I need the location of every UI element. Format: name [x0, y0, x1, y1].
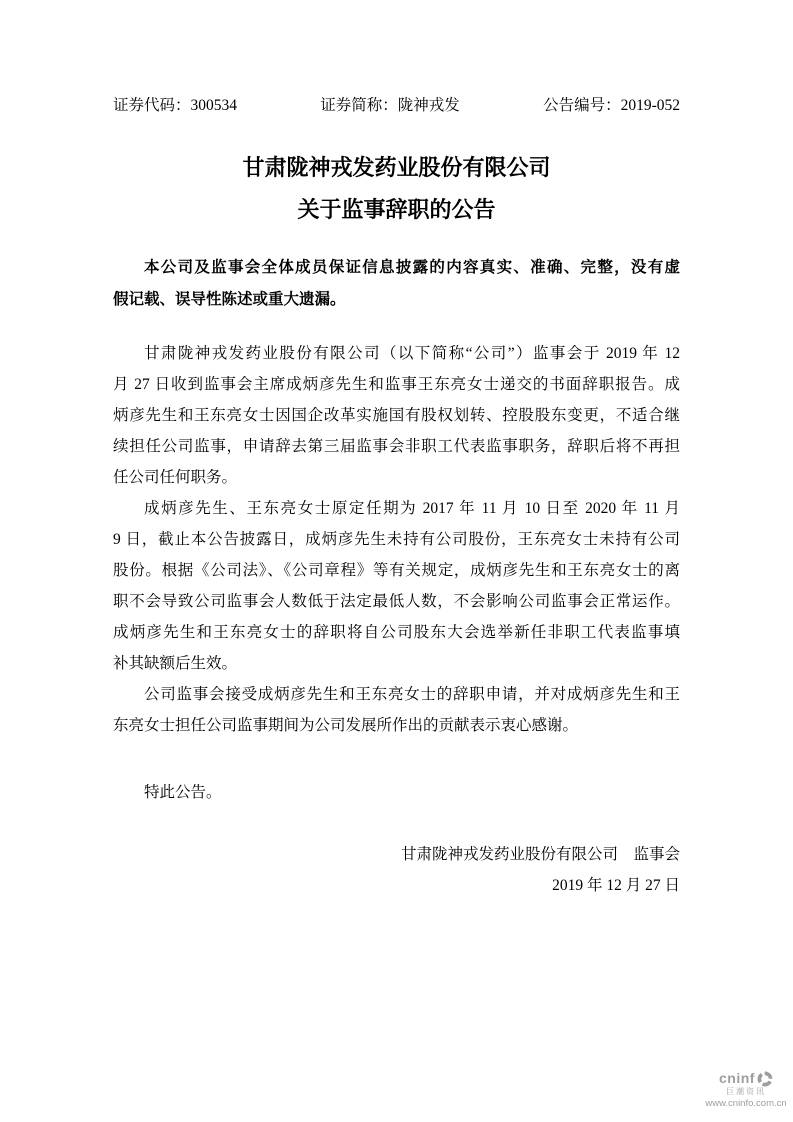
company-name-title: 甘肃陇神戎发药业股份有限公司 [242, 155, 551, 180]
cninfo-url: www.cninfo.com.cn [705, 1097, 787, 1109]
body-line: 任公司任何职务。 [113, 469, 238, 486]
body-line: 甘肃陇神戎发药业股份有限公司（以下简称“公司”）监事会于 2019 年 12 [144, 345, 680, 362]
body-line: 股份。根据《公司法》、《公司章程》等有关规定，成炳彦先生和王东亮女士的离 [113, 562, 680, 579]
body-line: 东亮女士担任公司监事期间为公司发展所作出的贡献表示衷心感谢。 [113, 717, 579, 734]
statement-line: 假记载、误导性陈述或重大遗漏。 [113, 291, 346, 308]
truthfulness-statement [113, 252, 680, 316]
statement-line: 本公司及监事会全体成员保证信息披露的内容真实、准确、完整，没有虚 [144, 259, 680, 276]
cninfo-swirl-icon [757, 1071, 773, 1087]
cninfo-chinese-name: 巨潮资讯 [726, 1086, 766, 1096]
body-line: 月 27 日收到监事会主席成炳彦先生和监事王东亮女士递交的书面辞职报告。成 [113, 376, 680, 393]
stock-short-name: 证券简称：陇神戎发 [320, 97, 460, 114]
closing-line: 特此公告。 [144, 784, 222, 801]
body-line: 公司监事会接受成炳彦先生和王东亮女士的辞职申请，并对成炳彦先生和王 [144, 686, 680, 703]
paragraph-acknowledgement [113, 679, 680, 741]
cninfo-logo [703, 1071, 789, 1087]
body-line: 成炳彦先生、王东亮女士原定任期为 2017 年 11 月 10 日至 2020 年 11 月 [144, 500, 680, 517]
securities-header [113, 96, 680, 115]
body-line: 补其缺额后生效。 [113, 655, 238, 672]
body-line: 炳彦先生和王东亮女士因国企改革实施国有股权划转、控股股东变更，不适合继 [113, 407, 680, 424]
body-line: 职不会导致公司监事会人数低于法定最低人数，不会影响公司监事会正常运作。 [113, 593, 680, 610]
stock-code: 证券代码：300534 [113, 97, 238, 114]
body-line: 9 日，截止本公告披露日，成炳彦先生未持有公司股份，王东亮女士未持有公司 [113, 531, 680, 548]
document-body [113, 0, 680, 901]
cninfo-logo-text: cninf [719, 1070, 755, 1087]
paragraph-term-and-shares [113, 493, 680, 679]
signature-block [113, 839, 680, 901]
cninfo-watermark [703, 1071, 789, 1109]
body-line: 成炳彦先生和王东亮女士的辞职将自公司股东大会选举新任非职工代表监事填 [113, 624, 680, 641]
paragraph-resignation-report [113, 338, 680, 493]
announcement-number: 公告编号：2019-052 [543, 97, 680, 114]
document-title [113, 147, 680, 231]
announcement-subject-title: 关于监事辞职的公告 [297, 197, 496, 222]
signature-company: 甘肃陇神戎发药业股份有限公司 监事会 [400, 846, 680, 863]
signature-date: 2019 年 12 月 27 日 [552, 877, 680, 894]
body-line: 续担任公司监事，申请辞去第三届监事会非职工代表监事职务，辞职后将不再担 [113, 438, 680, 455]
